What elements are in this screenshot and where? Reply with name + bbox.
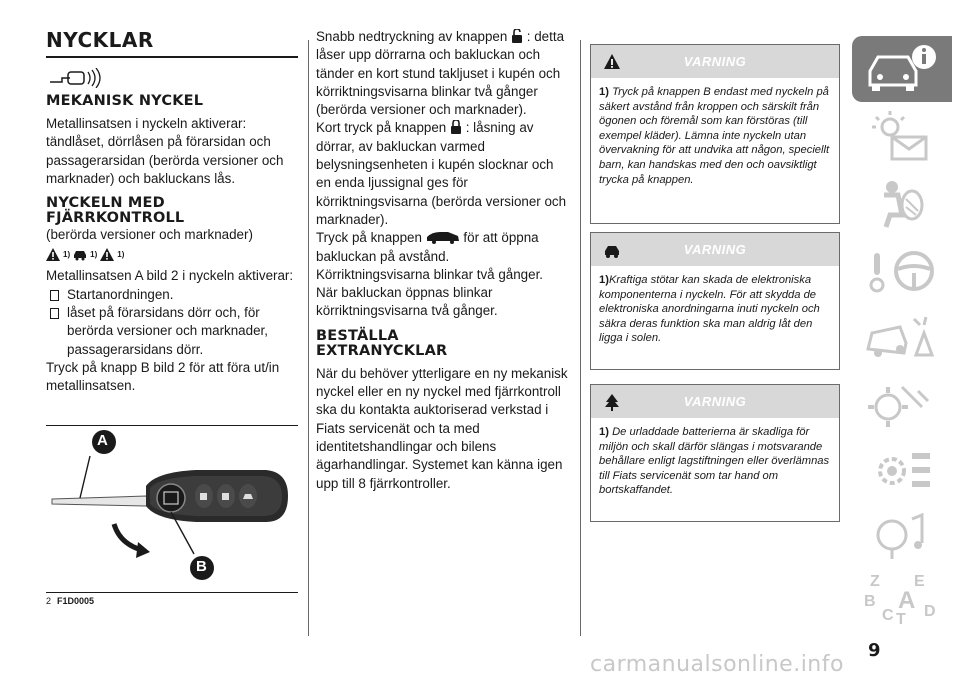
bullet-item: Startanordningen. bbox=[46, 286, 298, 304]
warning-box bbox=[590, 44, 840, 224]
car-icon bbox=[73, 249, 87, 261]
warning-box bbox=[590, 232, 840, 370]
car-damage-icon bbox=[603, 241, 621, 259]
section-heading-fjarr: NYCKELN MED FJÄRRKONTROLL bbox=[46, 195, 185, 227]
label-a: A bbox=[97, 432, 108, 449]
label-b: B bbox=[196, 558, 207, 575]
warning-box bbox=[590, 384, 840, 522]
unlock-icon bbox=[511, 29, 523, 43]
warning-header: VARNING bbox=[591, 385, 839, 418]
light-mail-icon bbox=[862, 109, 942, 165]
car-info-icon bbox=[862, 41, 942, 97]
warning-text: 1) De urladdade batterierna är skadliga för miljön och skall därför slängas i motsvarande behållare enligt lagstiftningen eller överlämnas till Fiats servicenät som tar hand om bortskaffandet. bbox=[599, 426, 830, 497]
watermark: carmanualsonline.info bbox=[590, 652, 844, 677]
warning-triangle-icon bbox=[603, 53, 621, 71]
sidebar-tab-index[interactable] bbox=[852, 568, 952, 634]
sidebar-tab-lights[interactable] bbox=[852, 104, 952, 170]
page-title: NYCKLAR bbox=[46, 28, 154, 52]
paragraph-snabb: Snabb nedtryckning av knappen : detta låser upp dörrarna och bakluckan och tänder en kort stund takljuset i kupén och körriktningsvisarna blinkar två gånger (berörda versioner och marknader). bbox=[316, 29, 565, 118]
paragraph-tryck: Tryck på knappen för att öppna bakluckan på avstånd. bbox=[316, 230, 539, 264]
gears-icon bbox=[862, 443, 942, 499]
warn-ref-3: 1) bbox=[117, 250, 125, 260]
warning-triangle-icon bbox=[46, 248, 60, 261]
fjarr-subtitle: (berörda versioner och marknader) bbox=[46, 227, 253, 243]
paragraph-kort: Kort tryck på knappen : låsning av dörrar, av bakluckan varmed belysningsenheten i kupén slocknar och en enda ljussignal ges för körriktningsvisarna (berörda versioner och marknader). bbox=[316, 120, 567, 227]
warning-text: 1) Tryck på knappen B endast med nyckeln på säkert avstånd från kroppen och särskilt från ögonen och föremål som kan förstöras (till exempel kläder). Lämna inte nyckeln utan övervakning för att undvika att någon, speciellt barn, kan handskas med den och oavsiktligt trycka på knappen. bbox=[599, 86, 830, 186]
steering-wheel-icon bbox=[862, 243, 942, 299]
section-heading-extra: BESTÄLLA EXTRANYCKLAR bbox=[316, 327, 448, 359]
extra-text: När du behöver ytterligare en ny mekanisk nyckel eller en ny nyckel med fjärrkontroll ska du kontakta auktoriserad verkstad i Fiats servicenät och ta med identitetshandlingar och bilens ägarhandlingar. Systemet kan känna igen upp till 8 fjärrkontroller. bbox=[316, 365, 568, 491]
sidebar-tab-driving[interactable] bbox=[852, 238, 952, 304]
sidebar-tab-safety[interactable] bbox=[852, 172, 952, 238]
warning-triangle-icon bbox=[100, 248, 114, 261]
column-divider bbox=[308, 40, 309, 636]
airbag-icon bbox=[862, 177, 942, 233]
media-icon bbox=[862, 509, 942, 565]
key-figure bbox=[46, 425, 298, 594]
sidebar-tab-emergency[interactable] bbox=[852, 304, 952, 370]
paragraph-blink: Körriktningsvisarna blinkar två gånger. bbox=[316, 266, 544, 282]
sidebar-tab-car-info[interactable] bbox=[852, 36, 952, 102]
page-number: 9 bbox=[868, 640, 881, 661]
index-letters: Z E B A C T D bbox=[864, 573, 936, 628]
warning-header: VARNING bbox=[591, 45, 839, 78]
lock-icon bbox=[450, 120, 462, 134]
tailgate-icon bbox=[426, 230, 460, 244]
key-icon bbox=[48, 68, 298, 88]
warning-header: VARNING bbox=[591, 233, 839, 266]
warn-ref-1: 1) bbox=[63, 250, 71, 260]
warn-ref-2: 1) bbox=[90, 250, 98, 260]
sidebar-tab-service[interactable] bbox=[852, 372, 952, 438]
bullet-item: låset på förarsidans dörr och, för berörda versioner och marknader, passagerarsidans dörr. bbox=[46, 304, 298, 359]
column-middle bbox=[316, 28, 570, 493]
warning-references bbox=[46, 248, 298, 261]
figure-number: 2 F1D0005 bbox=[46, 596, 95, 606]
checkbox-icon bbox=[50, 290, 59, 301]
car-breakdown-icon bbox=[862, 309, 942, 365]
section-heading-mekanisk: MEKANISK NYCKEL bbox=[46, 93, 204, 109]
tryck-text: Tryck på knapp B bild 2 för att föra ut/in metallinsatsen. bbox=[46, 359, 280, 394]
mekanisk-text: Metallinsatsen i nyckeln aktiverar: tändlåset, dörrlåsen på förarsidan och passagerarsidan (berörda versioner och marknader) och bakluckans lås. bbox=[46, 116, 284, 186]
column-divider bbox=[580, 40, 581, 636]
sidebar-tab-multimedia[interactable] bbox=[852, 504, 952, 570]
sidebar-tab-specs[interactable] bbox=[852, 438, 952, 504]
checkbox-icon bbox=[50, 308, 59, 319]
metal-text: Metallinsatsen A bild 2 i nyckeln aktiverar: bbox=[46, 268, 294, 284]
service-tools-icon bbox=[862, 377, 942, 433]
column-left bbox=[46, 28, 298, 396]
paragraph-oppnas: När bakluckan öppnas blinkar körriktningsvisarna två gånger. bbox=[316, 285, 498, 319]
warning-text: 1)Kraftiga stötar kan skada de elektroniska komponenterna i nyckeln. För att skydda de elektroniska anordningarna inuti nyckeln och säkra deras funktion ska man aldrig låt den ligga i solen. bbox=[599, 274, 820, 345]
tree-icon bbox=[603, 393, 621, 411]
title-rule bbox=[46, 56, 298, 58]
figure-rule bbox=[46, 592, 298, 593]
